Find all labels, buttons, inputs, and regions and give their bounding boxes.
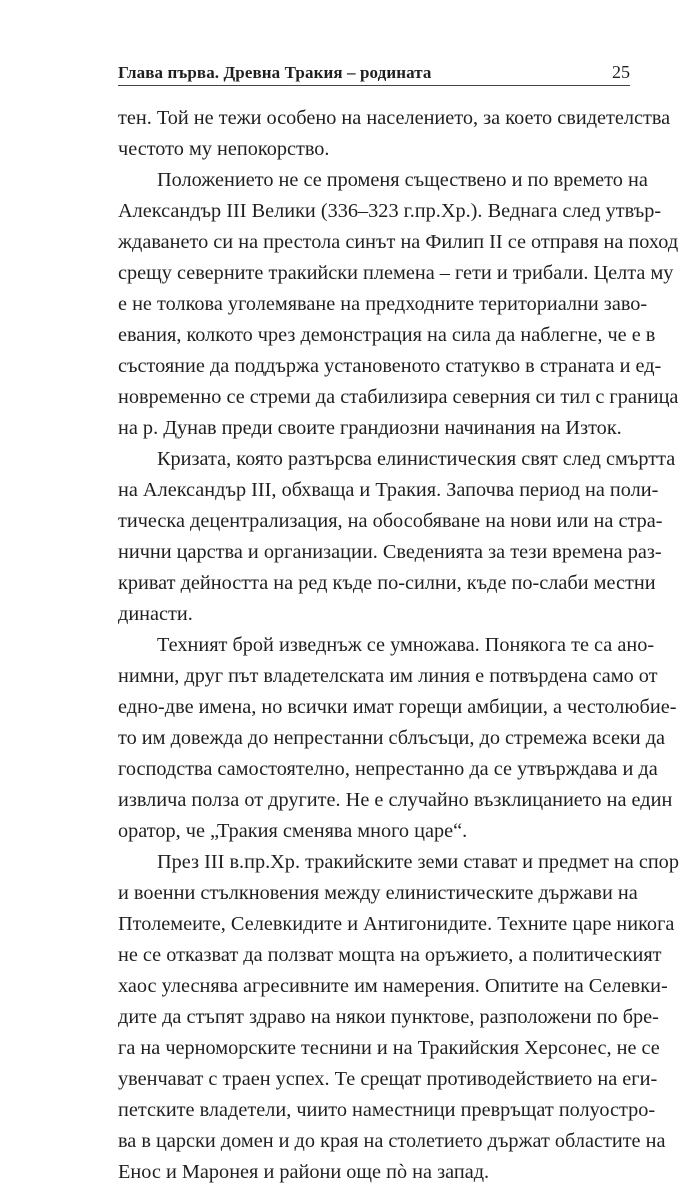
- text-line: срещу северните тракийски племена – гети и трибали. Целта му: [118, 262, 674, 284]
- text-line: Енос и Маронея и райони още пò на запад.: [118, 1161, 490, 1183]
- text-line: тен. Той не тежи особено на населението, за което свидетелства: [118, 107, 671, 129]
- text-line: Александър III Велики (336–323 г.пр.Хр.). Веднага след утвър-: [118, 200, 662, 222]
- text-line: петските владетели, чиито наместници превръщат полуостро-: [118, 1099, 656, 1121]
- text-line: га на черноморските теснини и на Тракийския Херсонес, не се: [118, 1037, 660, 1059]
- text-line: Птолемеите, Селевкидите и Антигонидите. Техните царе никога: [118, 913, 675, 935]
- text-line: състояние да поддържа установеното статукво в страната и ед-: [118, 355, 662, 377]
- body-text: [118, 103, 679, 1188]
- text-line: на р. Дунав преди своите грандиозни начинания на Изток.: [118, 417, 622, 439]
- text-line: и военни стълкновения между елинистическите държави на: [118, 882, 638, 904]
- paragraph: [118, 165, 679, 444]
- text-line: новременно се стреми да стабилизира северния си тил с граница: [118, 386, 679, 408]
- text-line: криват дейността на ред къде по-силни, къде по-слаби местни: [118, 572, 656, 594]
- running-header: [118, 60, 630, 84]
- text-line: тическа децентрализация, на обособяване на нови или на стра-: [118, 510, 663, 532]
- text-line: Положението не се променя съществено и по времето на: [157, 169, 648, 191]
- text-line: е не толкова уголемяване на предходните териториални заво-: [118, 293, 648, 315]
- paragraph: [118, 630, 677, 847]
- text-line: едно-две имена, но всички имат горещи амбиции, а честолюбие-: [118, 696, 677, 718]
- chapter-title: Глава първа. Древна Тракия – родината: [118, 63, 432, 82]
- page-number: 25: [612, 62, 630, 82]
- text-line: господства самостоятелно, непрестанно да се утвърждава и да: [118, 758, 658, 780]
- text-line: Техният брой изведнъж се умножава. Понякога те са ано-: [157, 634, 655, 656]
- text-line: оратор, че „Тракия сменява много царе“.: [118, 820, 468, 842]
- text-line: евания, колкото чрез демонстрация на сила да наблегне, че е в: [118, 324, 656, 346]
- text-line: династи.: [118, 603, 193, 625]
- text-line: ждаването си на престола синът на Филип II се отправя на поход: [118, 231, 679, 253]
- text-line: извлича полза от другите. Не е случайно възклицанието на един: [118, 789, 673, 811]
- text-line: увенчават с траен успех. Те срещат противодействието на еги-: [118, 1068, 658, 1090]
- text-line: нимни, друг път владетелската им линия е потвърдена само от: [118, 665, 658, 687]
- text-line: хаос улеснява агресивните им намерения. Опитите на Селевки-: [118, 975, 668, 997]
- text-line: на Александър III, обхваща и Тракия. Започва период на поли-: [118, 479, 659, 501]
- paragraph: [118, 847, 679, 1188]
- text-line: не се отказват да ползват мощта на оръжието, а политическият: [118, 944, 662, 966]
- text-line: честото му непокорство.: [118, 138, 330, 160]
- text-line: нични царства и организации. Сведенията за тези времена раз-: [118, 541, 662, 563]
- paragraph: [118, 103, 671, 165]
- header-divider: [118, 85, 630, 86]
- text-line: През III в.пр.Хр. тракийските земи стават и предмет на спор: [157, 851, 679, 873]
- text-line: дите да стъпят здраво на някои пунктове, разположени по бре-: [118, 1006, 659, 1028]
- paragraph: [118, 444, 676, 630]
- text-line: то им довежда до непрестанни сблъсъци, до стремежа всеки да: [118, 727, 666, 749]
- text-line: Кризата, която разтърсва елинистическия свят след смъртта: [157, 448, 676, 470]
- text-line: ва в царски домен и до края на столетието държат областите на: [118, 1130, 666, 1152]
